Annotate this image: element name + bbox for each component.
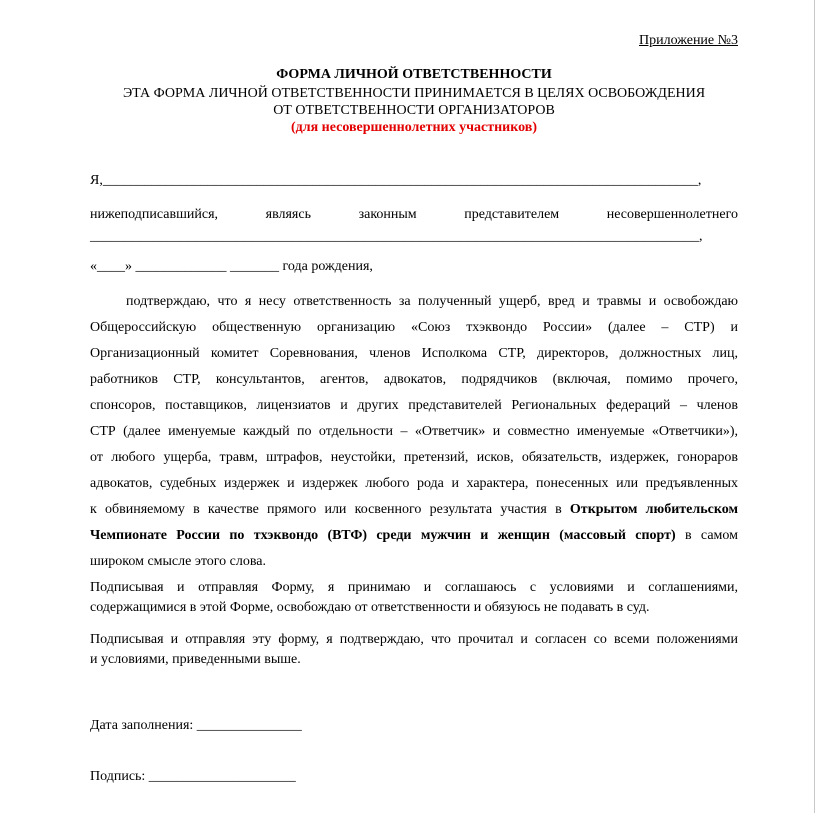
name-field-line: Я,_____________________________________________________________________________________, xyxy=(90,173,702,188)
signed-word: представителем xyxy=(464,207,560,222)
paragraph-line: содержащимися в этой Форме, освобождаю от ответственности и обязуюсь не подавать в суд. xyxy=(90,600,650,615)
paragraph-line: Подписывая и отправляя Форму, я принимаю и соглашаюсь с условиями и соглашениями, xyxy=(90,580,738,595)
paragraph-line: Общероссийскую общественную организацию «Союз тхэквондо России» (далее – СТР) и xyxy=(90,320,738,335)
paragraph-text: к обвиняемому в качестве прямого или косвенного результата участия в xyxy=(90,502,570,517)
paragraph-line: СТР (далее именуемые каждый по отдельности – «Ответчик» и совместно именуемые «Ответчики»), xyxy=(90,424,738,439)
paragraph-line: от любого ущерба, травм, штрафов, неустойки, претензий, исков, обязательств, издержек, гонораров xyxy=(90,450,738,465)
signed-word: являясь xyxy=(265,207,311,222)
confirmation-paragraph xyxy=(90,630,738,670)
appendix-label: Приложение №3 xyxy=(639,33,738,48)
birth-date-line: «____» _____________ _______ года рождения, xyxy=(90,259,373,274)
paragraph-line: Подписывая и отправляя эту форму, я подтверждаю, что прочитал и согласен со всеми положениями xyxy=(90,632,738,647)
paragraph-line xyxy=(90,497,738,523)
form-subtitle-line1: ЭТА ФОРМА ЛИЧНОЙ ОТВЕТСТВЕННОСТИ ПРИНИМАЕТСЯ В ЦЕЛЯХ ОСВОБОЖДЕНИЯ xyxy=(122,86,706,101)
event-name-part1: Открытом любительском xyxy=(569,502,738,517)
paragraph-line: и условиями, приведенными выше. xyxy=(90,652,301,667)
release-paragraph xyxy=(90,289,738,575)
paragraph-line: подтверждаю, что я несу ответственность за полученный ущерб, вред и травмы и освобождаю xyxy=(126,294,738,309)
paragraph-line: работников СТР, консультантов, агентов, адвокатов, подрядчиков (включая, помимо прочего, xyxy=(90,372,738,387)
event-name-part2: Чемпионате России по тхэквондо (ВТФ) среди мужчин и женщин (массовый спорт) xyxy=(90,528,676,543)
paragraph-line: адвокатов, судебных издержек и издержек любого рода и характера, понесенных или предъявленных xyxy=(90,476,738,491)
page-edge xyxy=(814,0,815,813)
signed-word: нижеподписавшийся, xyxy=(90,207,219,222)
signed-words-row xyxy=(90,207,738,223)
signed-word: законным xyxy=(358,207,417,222)
form-title: ФОРМА ЛИЧНОЙ ОТВЕТСТВЕННОСТИ xyxy=(276,67,552,82)
minor-name-field-line: _______________________________________________________________________________________, xyxy=(90,229,703,244)
form-subtitle-line2: ОТ ОТВЕТСТВЕННОСТИ ОРГАНИЗАТОРОВ xyxy=(273,103,555,118)
paragraph-text: в самом xyxy=(675,528,738,543)
paragraph-line: спонсоров, поставщиков, лицензиатов и других представителей Региональных федераций – членов xyxy=(90,398,738,413)
paragraph-line xyxy=(90,523,738,549)
date-field: Дата заполнения: _______________ xyxy=(90,718,302,733)
signed-word: несовершеннолетнего xyxy=(606,207,738,222)
paragraph-line: Организационный комитет Соревнования, членов Исполкома СТР, директоров, должностных лиц, xyxy=(90,346,738,361)
signature-field: Подпись: _____________________ xyxy=(90,769,296,784)
agreement-paragraph xyxy=(90,578,738,618)
minors-note: (для несовершеннолетних участников) xyxy=(291,120,537,135)
paragraph-line: широком смысле этого слова. xyxy=(90,554,267,569)
